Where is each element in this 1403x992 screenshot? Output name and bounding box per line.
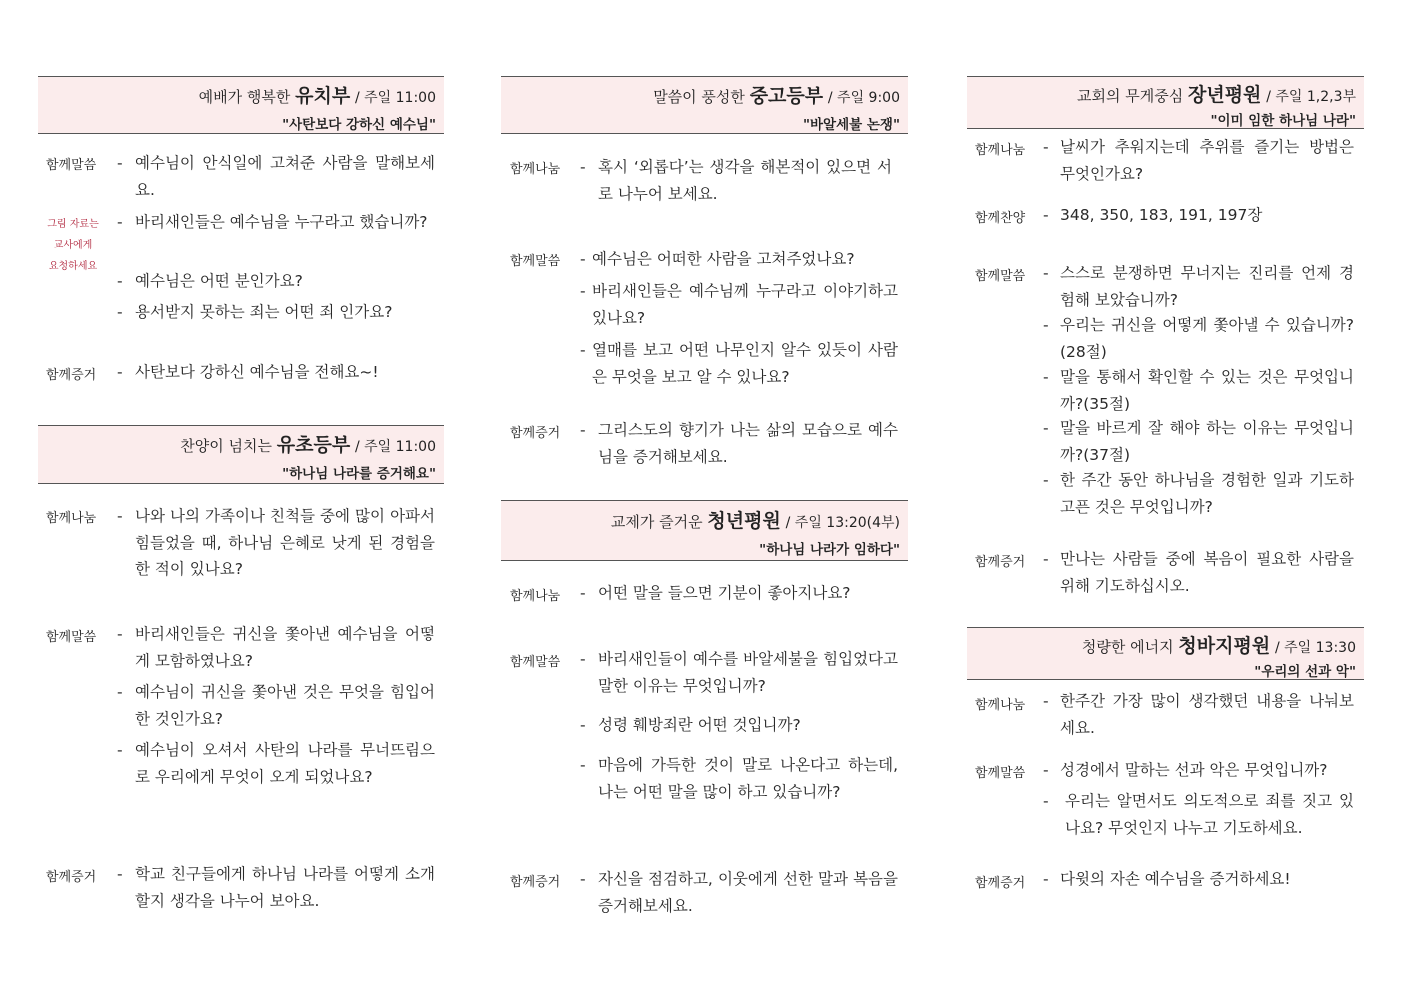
section-kindergarten (38, 76, 444, 134)
list-item: - 예수님은 어떤 분인가요? (117, 272, 303, 290)
note-line: 교사에게 (53, 240, 93, 251)
dept-theme: "우리의 선과 악" (1254, 664, 1356, 680)
group-label: 함께나눔 (510, 162, 561, 177)
list-item: - 성경에서 말하는 선과 악은 무엇입니까? (1043, 761, 1328, 779)
list-item: - 학교 친구들에게 하나님 나라를 어떻게 소개할지 생각을 나누어 보아요. (117, 865, 435, 910)
dept-tagline: 청량한 에너지 (1081, 638, 1174, 656)
list-item: - 그리스도의 향기가 나는 삶의 모습으로 예수님을 증거해보세요. (580, 421, 898, 466)
list-item: - 한주간 가장 많이 생각했던 내용을 나눠보세요. (1043, 692, 1354, 737)
group-label: 함께말씀 (975, 269, 1026, 284)
list-item: - 한 주간 동안 하나님을 경험한 일과 기도하고픈 것은 무엇입니까? (1043, 471, 1354, 516)
list-item: - 348, 350, 183, 191, 197장 (1043, 206, 1263, 224)
list-item: - 말을 통해서 확인할 수 있는 것은 무엇입니까?(35절) (1043, 368, 1354, 413)
list-item: - 스스로 분쟁하면 무너지는 진리를 언제 경험해 보았습니까? (1043, 264, 1354, 309)
note-line: 요청하세요 (48, 261, 98, 272)
dept-schedule: / 주일 13:30 (1274, 640, 1356, 656)
list-item: - 나와 나의 가족이나 친척들 중에 많이 아파서 힘들었을 때, 하나님 은혜로 낫게 된 경험을 한 적이 있나요? (117, 507, 435, 578)
dept-name: 유치부 (295, 85, 351, 107)
list-item: - 바리새인들이 예수를 바알세불을 힘입었다고 말한 이유는 무엇입니까? (580, 650, 898, 695)
section-header (967, 627, 1364, 680)
dept-schedule: / 주일 13:20(4부) (785, 515, 900, 531)
section-youth (501, 76, 908, 134)
list-item: - 예수님이 귀신을 쫓아낸 것은 무엇을 힘입어 한 것인가요? (117, 683, 435, 728)
section-elementary (38, 425, 444, 484)
dept-schedule: / 주일 1,2,3부 (1266, 89, 1356, 105)
dept-theme: "이미 임한 하나님 나라" (1210, 113, 1356, 129)
list-item: - 만나는 사람들 중에 복음이 필요한 사람을 위해 기도하십시오. (1043, 550, 1354, 595)
list-item: - 사탄보다 강하신 예수님을 전해요~! (117, 363, 379, 381)
dept-name: 청바지평원 (1178, 635, 1271, 657)
list-item: - 성령 훼방죄란 어떤 것입니까? (580, 716, 801, 734)
list-item: - 자신을 점검하고, 이웃에게 선한 말과 복음을 증거해보세요. (580, 870, 898, 915)
group-label: 함께증거 (46, 368, 97, 383)
list-item: - 바리새인들은 예수님을 누구라고 했습니까? (117, 213, 428, 231)
group-label: 함께말씀 (46, 630, 97, 645)
section-header (501, 76, 908, 134)
dept-theme: "바알세불 논쟁" (802, 117, 900, 133)
dept-name: 장년평원 (1187, 84, 1262, 106)
dept-schedule: / 주일 11:00 (354, 439, 436, 455)
group-label: 함께찬양 (975, 211, 1026, 226)
section-jeans (967, 627, 1364, 680)
group-label: 함께증거 (510, 875, 561, 890)
section-header (967, 76, 1364, 129)
dept-theme: "하나님 나라를 증거해요" (282, 466, 436, 482)
dept-name: 유초등부 (276, 434, 351, 456)
dept-schedule: / 주일 9:00 (827, 90, 900, 106)
dept-tagline: 교회의 무게중심 (1077, 87, 1184, 105)
group-label: 함께나눔 (510, 589, 561, 604)
group-label: 함께말씀 (975, 766, 1026, 781)
list-item: - 말을 바르게 잘 해야 하는 이유는 무엇입니까?(37절) (1043, 419, 1354, 464)
note-line: 그림 자료는 (47, 219, 99, 230)
dept-tagline: 찬양이 넘치는 (180, 437, 272, 455)
dept-tagline: 예배가 행복한 (198, 88, 291, 106)
header-line (46, 430, 436, 457)
dept-name: 청년평원 (707, 510, 781, 532)
group-label: 함께증거 (510, 426, 561, 441)
header-line (975, 631, 1356, 658)
group-label: 함께증거 (975, 876, 1026, 891)
dept-theme: "하나님 나라가 임하다" (759, 542, 900, 558)
dept-schedule: / 주일 11:00 (354, 90, 436, 106)
group-label: 함께증거 (975, 555, 1026, 570)
group-label: 함께나눔 (975, 698, 1026, 713)
header-line (46, 81, 436, 108)
list-item: - 혹시 ‘외롭다’는 생각을 해본적이 있으면 서로 나누어 보세요. (580, 158, 892, 203)
dept-name: 중고등부 (749, 85, 824, 107)
list-item: - 날씨가 추워지는데 추위를 즐기는 방법은 무엇인가요? (1043, 138, 1354, 183)
header-line (509, 506, 900, 533)
header-line (975, 80, 1356, 107)
list-item: - 마음에 가득한 것이 말로 나온다고 하는데, 나는 어떤 말을 많이 하고 있습니까? (580, 756, 898, 801)
list-item: - 예수님이 안식일에 고쳐준 사람을 말해보세요. (117, 154, 435, 199)
section-header (38, 76, 444, 134)
header-line (509, 81, 900, 108)
list-item: - 어떤 말을 들으면 기분이 좋아지나요? (580, 584, 851, 602)
list-item: - 바리새인들은 귀신을 쫓아낸 예수님을 어떻게 모함하였나요? (117, 625, 435, 670)
list-item: - 용서받지 못하는 죄는 어떤 죄 인가요? (117, 303, 393, 321)
section-adults (967, 76, 1364, 129)
dept-tagline: 교제가 즐거운 (610, 513, 703, 531)
teacher-note (44, 214, 102, 277)
list-item: - 우리는 알면서도 의도적으로 죄를 짓고 있나요? 무엇인지 나누고 기도하세요. (1043, 792, 1354, 837)
section-header (38, 425, 444, 484)
group-label: 함께말씀 (46, 158, 97, 173)
group-label: 함께나눔 (975, 143, 1026, 158)
group-label: 함께증거 (46, 870, 97, 885)
group-label: 함께말씀 (510, 254, 561, 269)
group-label: 함께말씀 (510, 655, 561, 670)
list-item: - 다윗의 자손 예수님을 증거하세요! (1043, 870, 1291, 888)
list-item: - 예수님이 오셔서 사탄의 나라를 무너뜨림으로 우리에게 무엇이 오게 되었나요? (117, 741, 435, 786)
list-item: - 예수님은 어떠한 사람을 고쳐주었나요? (580, 250, 855, 268)
list-item: - 열매를 보고 어떤 나무인지 알수 있듯이 사람은 무엇을 보고 알 수 있나요? (580, 341, 898, 386)
dept-tagline: 말씀이 풍성한 (653, 88, 745, 106)
section-header (501, 500, 908, 561)
dept-theme: "사탄보다 강하신 예수님" (282, 117, 436, 133)
group-label: 함께나눔 (46, 511, 97, 526)
section-young-adults (501, 500, 908, 561)
list-item: - 우리는 귀신을 어떻게 쫓아낼 수 있습니까?(28절) (1043, 316, 1354, 361)
list-item: - 바리새인들은 예수님께 누구라고 이야기하고 있나요? (580, 282, 898, 327)
